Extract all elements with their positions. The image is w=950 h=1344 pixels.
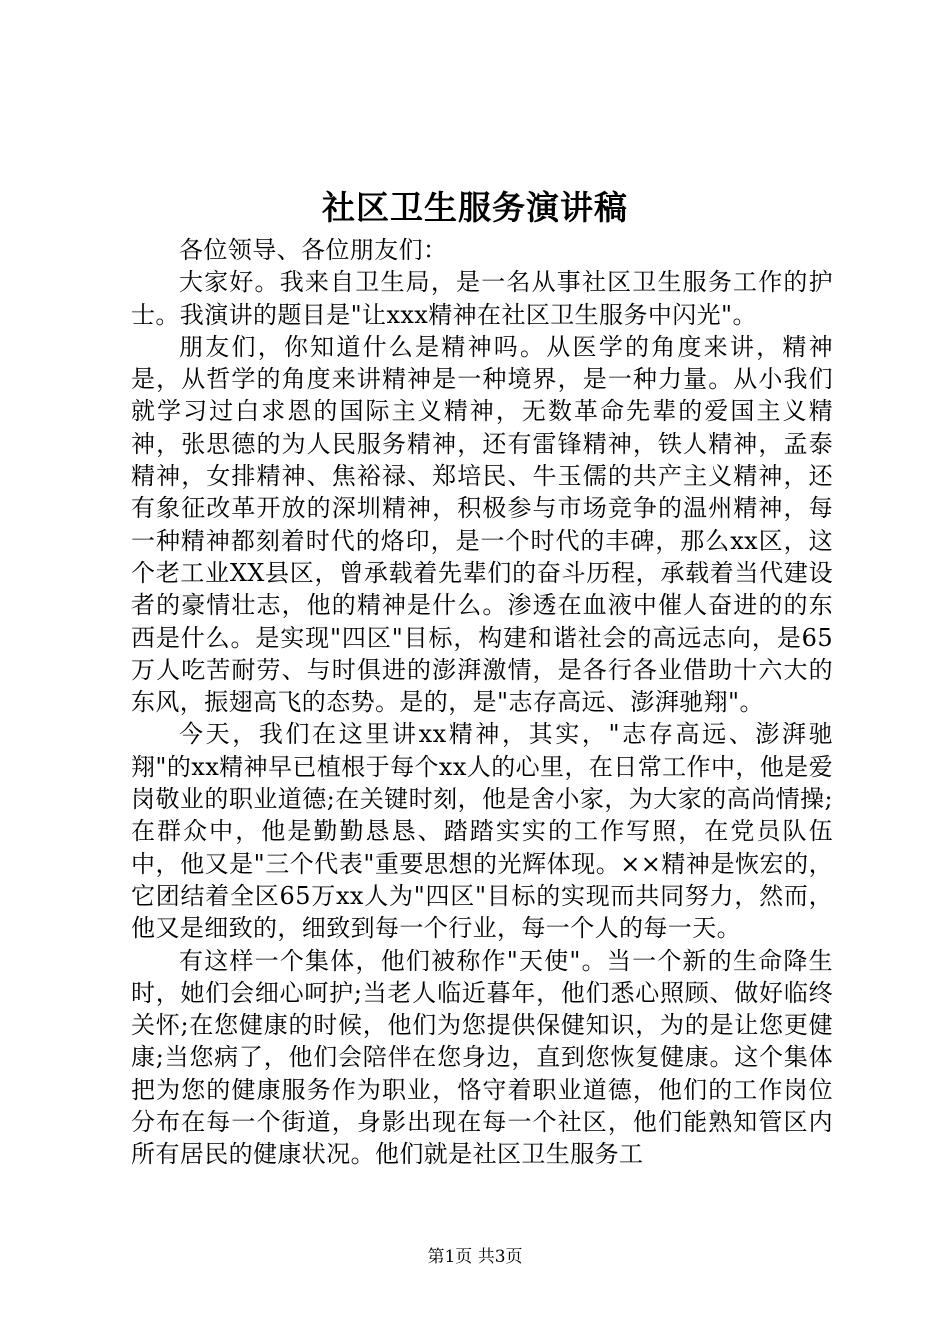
document-title: 社区卫生服务演讲稿 [322, 188, 628, 227]
document-body [131, 234, 833, 1171]
paragraph: 大家好。我来自卫生局，是一名从事社区卫生服务工作的护士。我演讲的题目是"让xxx精神在社区卫生服务中闪光"。 [131, 268, 833, 329]
paragraph: 今天，我们在这里讲xx精神，其实，"志存高远、澎湃驰翔"的xx精神早已植根于每个xx人的心里，在日常工作中，他是爱岗敬业的职业道德;在关键时刻，他是舍小家，为大家的高尚情操;在群众中，他是勤勤恳恳、踏踏实实的工作写照，在党员队伍中，他又是"三个代表"重要思想的光辉体现。××精神是恢宏的，它团结着全区65万xx人为"四区"目标的实现而共同努力，然而，他又是细致的，细致到每一个行业，每一个人的每一天。 [131, 720, 833, 943]
paragraph: 有这样一个集体，他们被称作"天使"。当一个新的生命降生时，她们会细心呵护;当老人临近暮年，他们悉心照顾、做好临终关怀;在您健康的时候，他们为您提供保健知识，为的是让您更健康;当您病了，他们会陪伴在您身边，直到您恢复健康。这个集体把为您的健康服务作为职业，恪守着职业道德，他们的工作岗位分布在每一个街道，身影出现在每一个社区，他们能熟知管区内所有居民的健康状况。他们就是社区卫生服务工 [131, 946, 833, 1169]
page-number-footer: 第1页 共3页 [427, 1247, 523, 1267]
paragraph: 朋友们，你知道什么是精神吗。从医学的角度来讲，精神是，从哲学的角度来讲精神是一种境界，是一种力量。从小我们就学习过白求恩的国际主义精神，无数革命先辈的爱国主义精神，张思德的为人民服务精神，还有雷锋精神，铁人精神，孟泰精神，女排精神、焦裕禄、郑培民、牛玉儒的共产主义精神，还有象征改革开放的深圳精神，积极参与市场竞争的温州精神，每一种精神都刻着时代的烙印，是一个时代的丰碑，那么xx区，这个老工业XX县区，曾承载着先辈们的奋斗历程，承载着当代建设者的豪情壮志，他的精神是什么。渗透在血液中催人奋进的的东西是什么。是实现"四区"目标，构建和谐社会的高远志向，是65万人吃苦耐劳、与时俱进的澎湃激情，是各行各业借助十六大的东风，振翅高飞的态势。是的，是"志存高远、澎湃驰翔"。 [131, 332, 833, 717]
paragraph-salutation: 各位领导、各位朋友们： [179, 236, 448, 264]
